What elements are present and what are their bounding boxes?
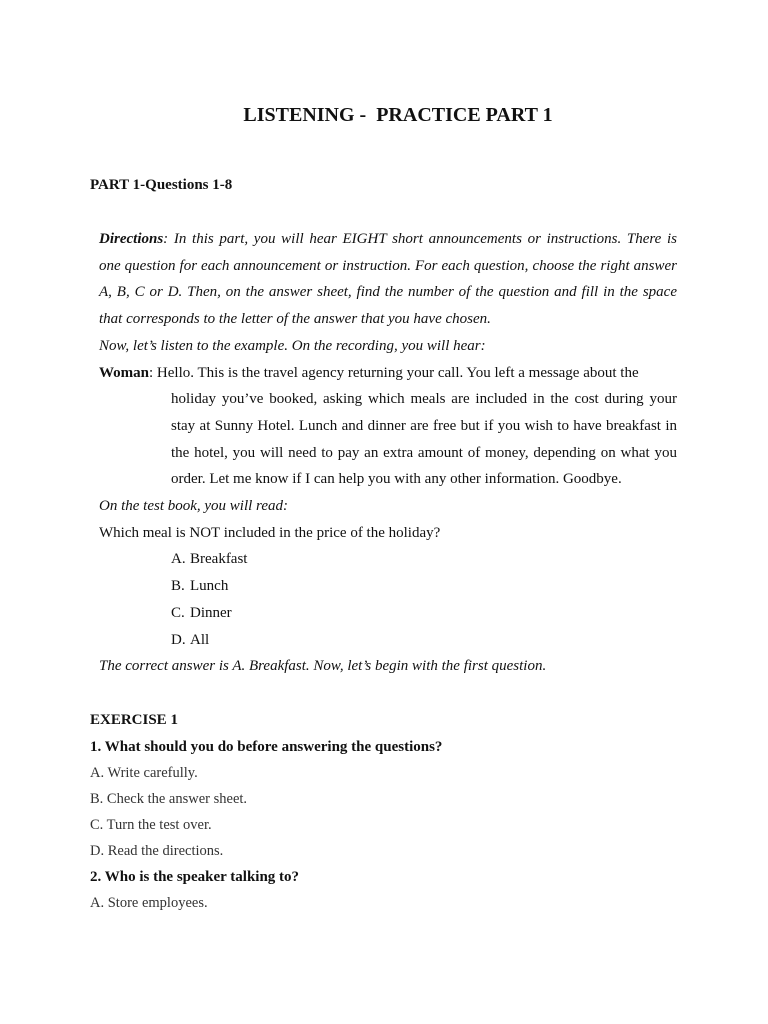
choice-letter: C. [171,604,185,621]
choice-text: Lunch [190,578,229,595]
choice-item [99,600,677,627]
question-2: 2. Who is the speaker talking to? [90,869,300,885]
question-1-option-d: D. Read the directions. [90,843,224,859]
directions-text: : In this part, you will hear EIGHT short announcements or instructions. There is one question for each announcement or instruction. For each question, choose the right answer A, B, C or D. Then, on the answer sheet, find the number of the question and fill in the space that corresponds to the letter of the answer that you have chosen. [99,231,677,328]
choice-text: Dinner [190,604,232,621]
question-1: 1. What should you do before answering the questions? [90,739,443,755]
choice-letter: B. [171,578,185,595]
speech-first-line [99,360,677,387]
part-heading: PART 1-Questions 1-8 [90,177,233,193]
example-question: Which meal is NOT included in the price of the holiday? [99,524,441,541]
directions-label: Directions [99,231,164,247]
choice-letter: A. [171,551,186,568]
question-1-option-b: B. Check the answer sheet. [90,791,248,807]
exercise-heading: EXERCISE 1 [90,712,178,728]
answer-note: The correct answer is A. Breakfast. Now, let’s begin with the first question. [99,658,547,675]
speech-continued: holiday you’ve booked, asking which meals are included in the cost during your stay at Sunny Hotel. Lunch and dinner are free but if you wish to have breakfast in the hotel, you will need to pay an extra amount of money, depending on what you order. Let me know if I can help you with any other information. Goodbye. [171,391,677,488]
choice-item [99,627,677,654]
example-choices [99,546,677,653]
exercise-section [90,708,690,916]
directions-paragraph [99,226,677,333]
example-intro: Now, let’s listen to the example. On the recording, you will hear: [99,337,486,354]
test-book-intro: On the test book, you will read: [99,498,288,515]
question-1-option-a: A. Write carefully. [90,765,198,781]
choice-letter: D. [171,631,186,648]
choice-item [99,573,677,600]
choice-text: Breakfast [190,551,248,568]
question-2-option-a: A. Store employees. [90,895,208,911]
speaker-label: Woman [99,364,150,381]
speech-first-text: : Hello. This is the travel agency returning your call. You left a message about the [149,364,639,381]
choice-item [99,546,677,573]
directions-section [99,226,677,680]
question-1-option-c: C. Turn the test over. [90,817,212,833]
page-title: LISTENING - PRACTICE PART 1 [243,104,553,126]
choice-text: All [190,631,210,648]
